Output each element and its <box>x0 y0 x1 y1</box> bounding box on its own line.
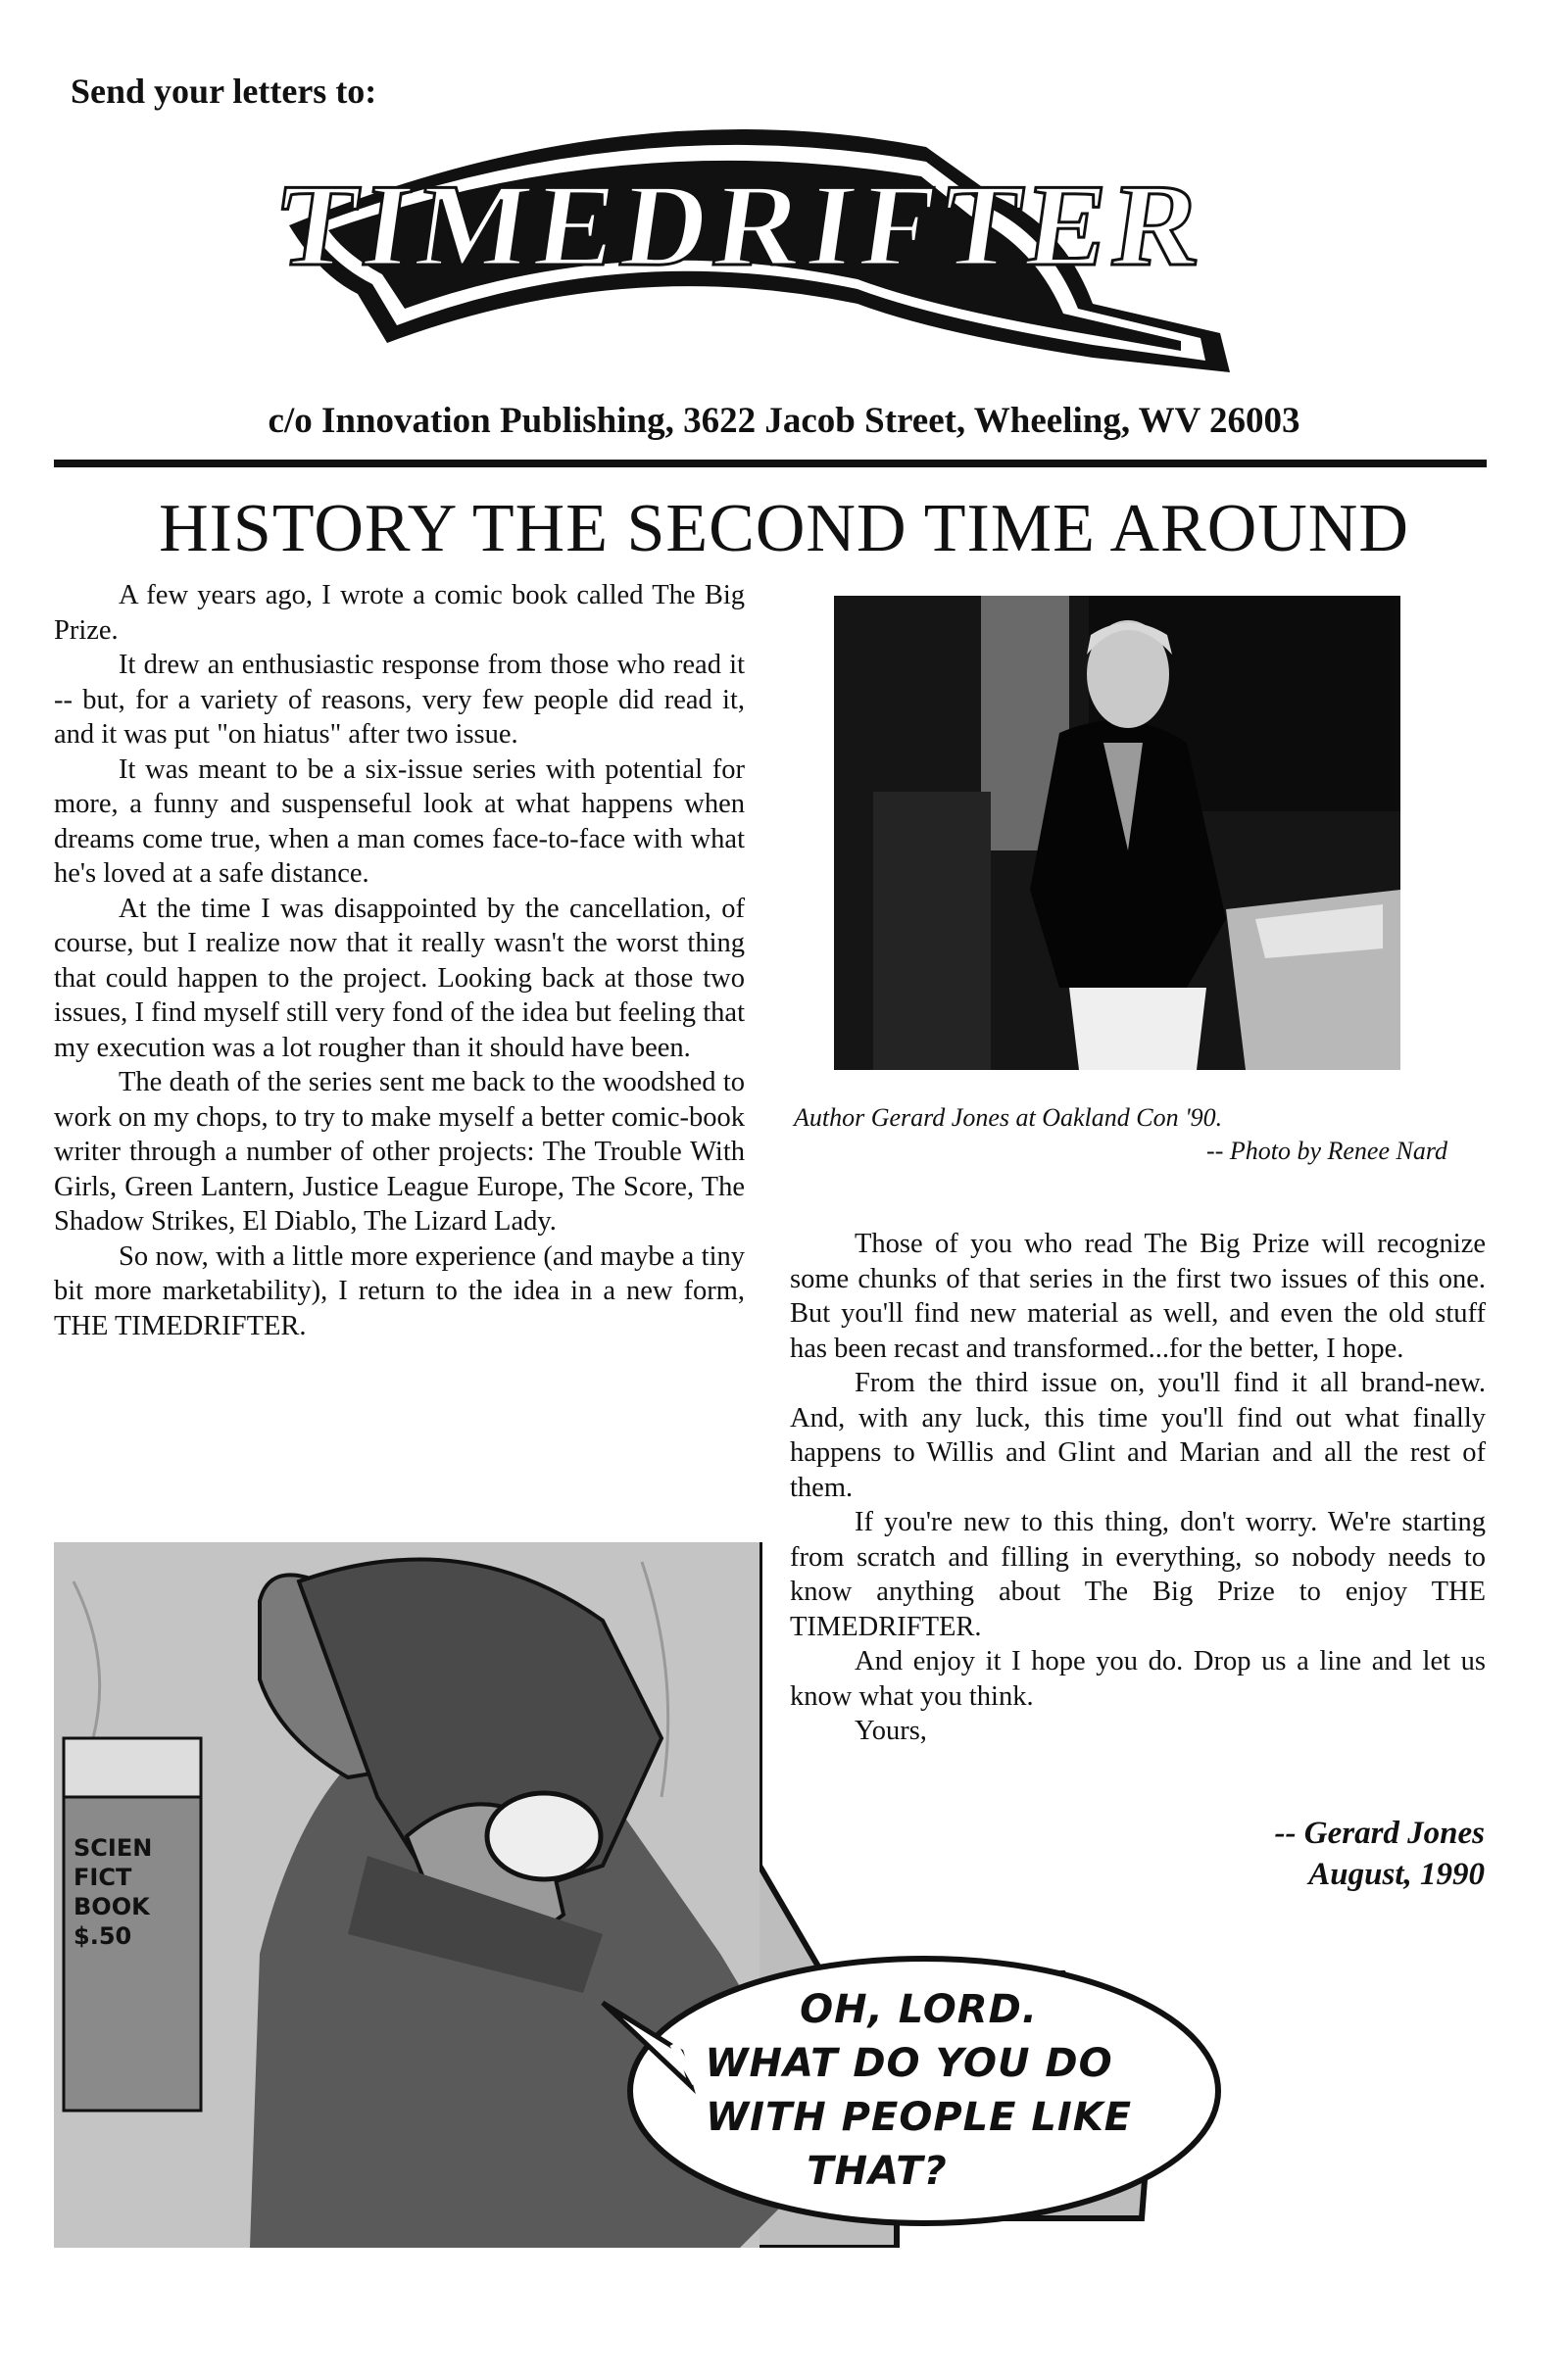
paragraph: From the third issue on, you'll find it all brand-new. And, with any luck, this time you'll find out what finally happens to Willis and Glint and Marian and all the rest of them. <box>790 1368 1486 1503</box>
svg-text:FICT: FICT <box>74 1864 132 1891</box>
signature-name: -- Gerard Jones <box>1274 1816 1485 1851</box>
paragraph: Yours, <box>855 1716 927 1746</box>
svg-text:SCIEN: SCIEN <box>74 1834 153 1862</box>
paragraph: So now, with a little more experience (and maybe a tiny bit more marketability), I return to the idea in a new form, THE TIMEDRIFTER. <box>54 1240 745 1341</box>
paragraph: Those of you who read The Big Prize will recognize some chunks of that series in the first two issues of this one. But you'll find new material as well, and even the old stuff has been recast and transformed...for the better, I hope. <box>790 1229 1486 1364</box>
header-divider <box>54 460 1487 467</box>
article-headline: HISTORY THE SECOND TIME AROUND <box>159 491 1409 566</box>
paragraph: The death of the series sent me back to the woodshed to work on my chops, to try to make myself a better comic-book writer through a number of other projects: The Trouble With Girls, Green Lantern, Justice League Europe, The Score, The Shadow Strikes, El Diablo, The Lizard Lady. <box>54 1067 745 1237</box>
paragraph: A few years ago, I wrote a comic book called The Big Prize. <box>54 580 745 646</box>
svg-text:TIMEDRIFTER: TIMEDRIFTER <box>269 161 1217 291</box>
right-column <box>790 1227 1486 1749</box>
paragraph: It was meant to be a six-issue series with potential for more, a funny and suspenseful look at what happens when dreams come true, when a man comes face-to-face with what he's loved at a safe distance. <box>54 753 745 889</box>
speech-balloon-text: OH, LORD. WHAT DO YOU DO WITH PEOPLE LIKE THAT? <box>705 1987 1133 2194</box>
send-letters-label: Send your letters to: <box>71 72 377 111</box>
author-photo <box>834 596 1400 1070</box>
photo-caption: Author Gerard Jones at Oakland Con '90. <box>794 1103 1223 1132</box>
svg-text:BOOK: BOOK <box>74 1893 150 1920</box>
paragraph: It drew an enthusiastic response from those who read it -- but, for a variety of reasons, very few people did read it, and it was put "on hiatus" after two issue. <box>54 650 745 750</box>
paragraph: And enjoy it I hope you do. Drop us a line and let us know what you think. <box>790 1646 1486 1712</box>
left-column <box>54 578 745 1343</box>
timedrifter-logo <box>250 108 1289 392</box>
mailing-address: c/o Innovation Publishing, 3622 Jacob Street, Wheeling, WV 26003 <box>268 401 1300 441</box>
signature-date: August, 1990 <box>1308 1857 1485 1892</box>
svg-text:$.50: $.50 <box>74 1922 132 1950</box>
photo-credit: -- Photo by Renee Nard <box>1206 1137 1447 1165</box>
signature <box>1058 1813 1485 1895</box>
paragraph: If you're new to this thing, don't worry. We're starting from scratch and filling in everything, so nobody needs to know anything about The Big Prize to enjoy THE TIMEDRIFTER. <box>790 1507 1486 1642</box>
paragraph: At the time I was disappointed by the cancellation, of course, but I realize now that it really wasn't the worst thing that could happen to the project. Looking back at those two issues, I find myself still very fond of the idea but feeling that my execution was a lot rougher than it should have been. <box>54 893 745 1063</box>
